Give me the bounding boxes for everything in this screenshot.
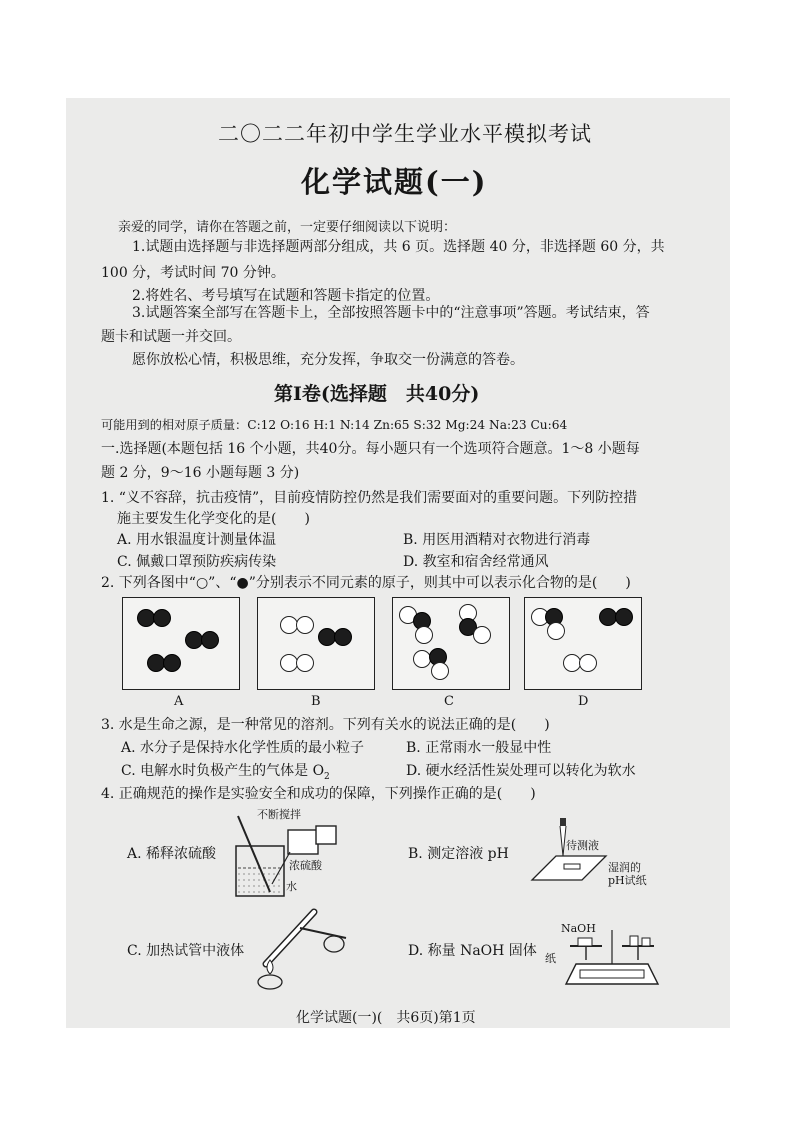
q4-option-c: C. 加热试管中液体 [127, 943, 245, 959]
q1-stem-2: 施主要发生化学变化的是( ) [117, 511, 310, 527]
q3-option-c: C. 电解水时负极产生的气体是 $O_2$ [121, 763, 330, 782]
q1-option-d: D. 教室和宿舍经常通风 [403, 554, 549, 570]
page-footer: 化学试题(一)( 共6页)第1页 [296, 1010, 476, 1026]
label-test-liquid: 待测液 [566, 839, 599, 852]
q1-option-b: B. 用医用酒精对衣物进行消毒 [403, 532, 591, 548]
q4-option-d: D. 称量 NaOH 固体 [408, 943, 537, 959]
label-paper: 纸 [545, 952, 556, 965]
q4-option-a: A. 稀释浓硫酸 [127, 846, 217, 862]
q2-diagram-b [257, 597, 375, 690]
q1-option-c: C. 佩戴口罩预防疾病传染 [117, 554, 277, 570]
white-atom [415, 626, 433, 644]
label-ph-paper: pH试纸 [608, 874, 647, 887]
instruction-3a: 3.试题答案全部写在答题卡上，全部按照答题卡中的“注意事项”答题。考试结束，答 [132, 305, 650, 321]
label-wet: 湿润的 [608, 861, 641, 874]
q2-stem: 2. 下列各图中“○”、“●”分别表示不同元素的原子，则其中可以表示化合物的是( ) [101, 575, 631, 591]
black-atom [153, 609, 171, 627]
white-atom [473, 626, 491, 644]
instruction-1a: 1.试题由选择题与非选择题两部分组成，共 6 页。选择题 40 分，非选择题 60 分，共 [132, 239, 665, 255]
atomic-masses: 可能用到的相对原子质量：C:12 O:16 H:1 N:14 Zn:65 S:32 Mg:24 Na:23 Cu:64 [101, 418, 568, 432]
black-atom [163, 654, 181, 672]
black-atom [334, 628, 352, 646]
q2-diagram-c [392, 597, 510, 690]
q2-label-b: B [311, 694, 321, 709]
white-atom [296, 654, 314, 672]
exam-title: 二〇二二年初中学生学业水平模拟考试 [218, 122, 592, 146]
q3-option-d: D. 硬水经活性炭处理可以转化为软水 [406, 763, 636, 779]
instructions-intro: 亲爱的同学，请你在答题之前，一定要仔细阅读以下说明： [118, 220, 457, 235]
q2-label-a: A [174, 694, 184, 709]
section-title: 第Ⅰ卷(选择题 共40分) [274, 383, 480, 405]
black-atom [201, 631, 219, 649]
part1-line1: 一.选择题(本题包括 16 个小题，共40分。每小题只有一个选项符合题意。1～8 小题每 [101, 441, 640, 457]
part1-line2: 题 2 分，9～16 小题每题 3 分) [101, 465, 300, 481]
label-stirring: 不断搅拌 [257, 808, 301, 821]
subject-title: 化学试题(一) [301, 165, 488, 199]
label-water: 水 [286, 880, 297, 893]
white-atom [547, 622, 565, 640]
q1-option-a: A. 用水银温度计测量体温 [117, 532, 277, 548]
instruction-1b: 100 分，考试时间 70 分钟。 [101, 265, 285, 281]
q3-option-a: A. 水分子是保持水化学性质的最小粒子 [121, 740, 365, 756]
q4-stem: 4. 正确规范的操作是实验安全和成功的保障，下列操作正确的是( ) [101, 786, 536, 802]
q2-label-d: D [578, 694, 589, 709]
white-atom [579, 654, 597, 672]
white-atom [296, 616, 314, 634]
instruction-3b: 题卡和试题一并交回。 [101, 329, 241, 345]
label-naoh: NaOH [561, 922, 596, 935]
white-atom [431, 662, 449, 680]
q3-option-b: B. 正常雨水一般显中性 [406, 740, 552, 756]
heat-tube-figure [250, 898, 360, 994]
black-atom [615, 608, 633, 626]
instruction-wish: 愿你放松心情，积极思维，充分发挥，争取交一份满意的答卷。 [132, 352, 524, 368]
q2-diagram-d [524, 597, 642, 690]
label-conc-acid: 浓硫酸 [289, 859, 322, 872]
q2-diagram-a [122, 597, 240, 690]
q1-stem-1: 1. “义不容辞，抗击疫情”，目前疫情防控仍然是我们需要面对的重要问题。下列防控措 [101, 490, 638, 506]
q4-option-b: B. 测定溶液 pH [408, 846, 509, 862]
instruction-2: 2.将姓名、考号填写在试题和答题卡指定的位置。 [132, 288, 440, 304]
q2-label-c: C [444, 694, 454, 709]
q3-stem: 3. 水是生命之源，是一种常见的溶剂。下列有关水的说法正确的是( ) [101, 717, 550, 733]
